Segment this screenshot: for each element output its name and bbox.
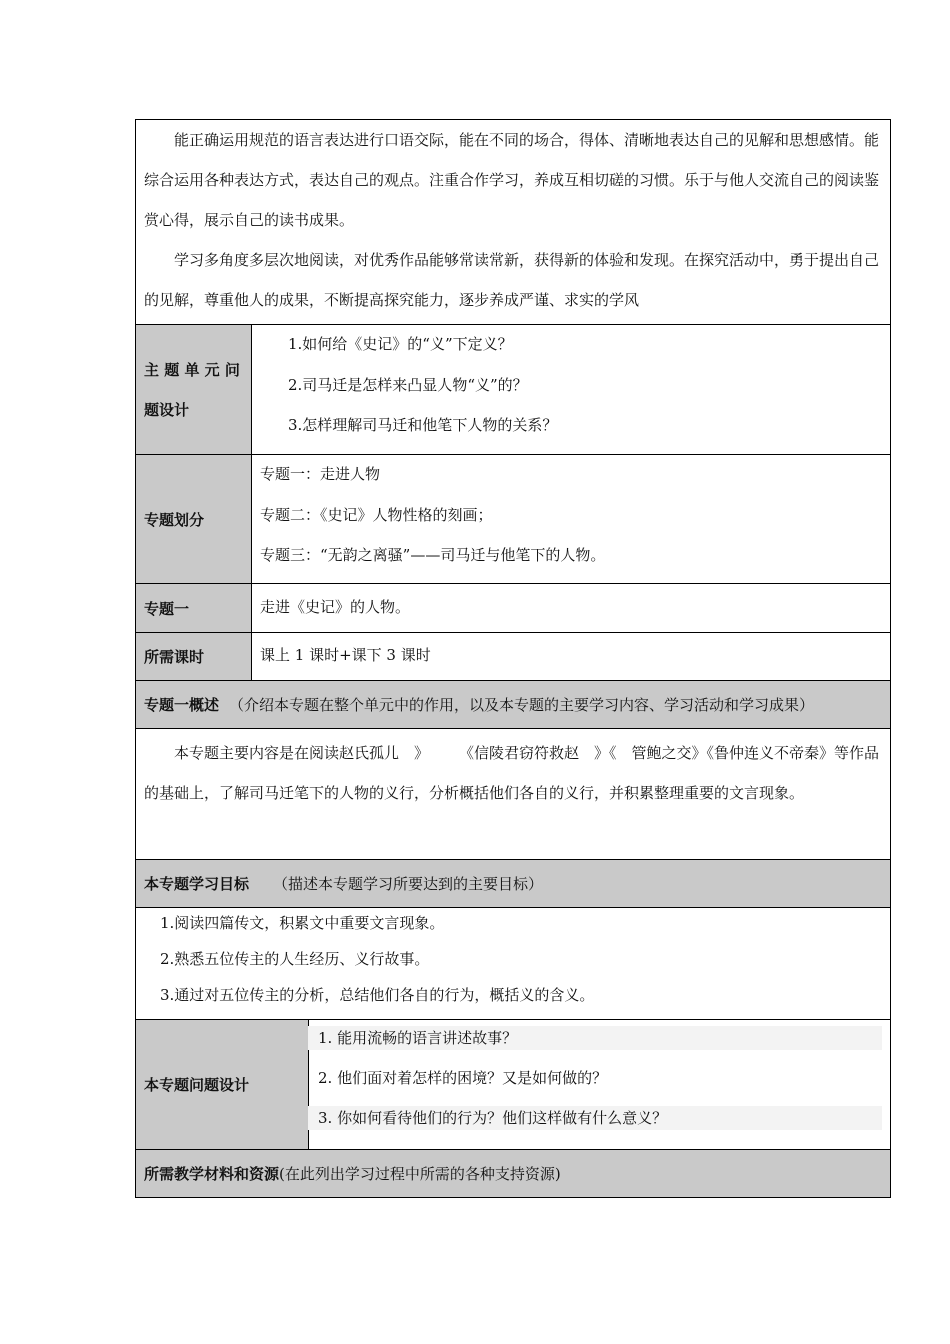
goals-label: 本专题学习目标 <box>144 875 250 893</box>
goals-body-row <box>135 907 891 1019</box>
unit-questions-label-line2: 题设计 <box>144 400 190 419</box>
topics-row <box>135 454 891 583</box>
unit-question-2: 2.司马迁是怎样来凸显人物“义”的？ <box>288 376 528 394</box>
overview-note: （介绍本专题在整个单元中的作用，以及本专题的主要学习内容、学习活动和学习成果） <box>229 696 815 714</box>
unit-questions-label <box>136 325 252 454</box>
overview-body-row <box>135 728 891 859</box>
topic-item-2: 专题二：《史记》人物性格的刻画； <box>260 506 493 524</box>
intro-paragraph-2: 学习多角度多层次地阅读，对优秀作品能够常读常新，获得新的体验和发现。在探究活动中，勇于提出自己的见解，尊重他人的成果，不断提高探究能力，逐步养成严谨、求实的学风 <box>144 251 880 309</box>
goal-item-1: 1.阅读四篇传文，积累文中重要文言现象。 <box>160 914 445 932</box>
goal-item-2: 2.熟悉五位传主的人生经历、义行故事。 <box>160 950 430 968</box>
materials-header <box>135 1149 891 1198</box>
topic-question-1-text: 1. 能用流畅的语言讲述故事？ <box>318 1029 518 1047</box>
materials-note: (在此列出学习过程中所需的各种支持资源) <box>279 1165 561 1183</box>
unit-questions-row <box>135 324 891 454</box>
topic1-value: 走进《史记》的人物。 <box>260 598 411 616</box>
overview-label: 专题一概述 <box>144 696 220 714</box>
topic1-label: 专题一 <box>136 584 252 632</box>
unit-questions-label-line1: 主 题 单 元 问 <box>144 360 240 379</box>
topic-question-3 <box>308 1106 882 1130</box>
topic-item-1: 专题一：走进人物 <box>260 465 381 483</box>
topic-question-3-text: 3. 你如何看待他们的行为？他们这样做有什么意义？ <box>318 1109 668 1127</box>
overview-header <box>135 680 891 728</box>
topic-questions-row <box>135 1019 891 1149</box>
topic-item-3: 专题三：“无韵之离骚”——司马迁与他笔下的人物。 <box>260 546 606 564</box>
goals-note: （描述本专题学习所要达到的主要目标） <box>273 875 544 893</box>
lesson-plan-table <box>135 119 891 1198</box>
topic1-row <box>135 583 891 632</box>
hours-row <box>135 632 891 680</box>
unit-question-1: 1.如何给《史记》的“义”下定义？ <box>288 335 513 353</box>
intro-section <box>135 119 891 324</box>
hours-value: 课上 1 课时+课下 3 课时 <box>260 646 431 664</box>
goal-item-3: 3.通过对五位传主的分析，总结他们各自的行为，概括义的含义。 <box>160 986 595 1004</box>
materials-label: 所需教学材料和资源 <box>144 1165 280 1183</box>
topic-question-1 <box>308 1026 882 1050</box>
topic-question-2-text: 2. 他们面对着怎样的困境？又是如何做的？ <box>318 1069 608 1087</box>
topics-label: 专题划分 <box>136 455 252 583</box>
unit-question-3: 3.怎样理解司马迁和他笔下人物的关系？ <box>288 416 558 434</box>
hours-label: 所需课时 <box>136 633 252 680</box>
topic-question-2 <box>308 1066 882 1090</box>
overview-body: 本专题主要内容是在阅读赵氏孤儿 》 《信陵君窃符救赵 》《 管鲍之交》《鲁仲连义不帝秦》等作品的基础上，了解司马迁笔下的人物的义行，分析概括他们各自的义行，并积累整理重要的文言现象。 <box>144 744 880 802</box>
intro-paragraph-1: 能正确运用规范的语言表达进行口语交际，能在不同的场合，得体、清晰地表达自己的见解和思想感情。能综合运用各种表达方式，表达自己的观点。注重合作学习，养成互相切磋的习惯。乐于与他人交流自己的阅读鉴赏心得，展示自己的读书成果。 <box>144 131 880 229</box>
goals-header <box>135 859 891 907</box>
topic-questions-label: 本专题问题设计 <box>136 1020 309 1149</box>
